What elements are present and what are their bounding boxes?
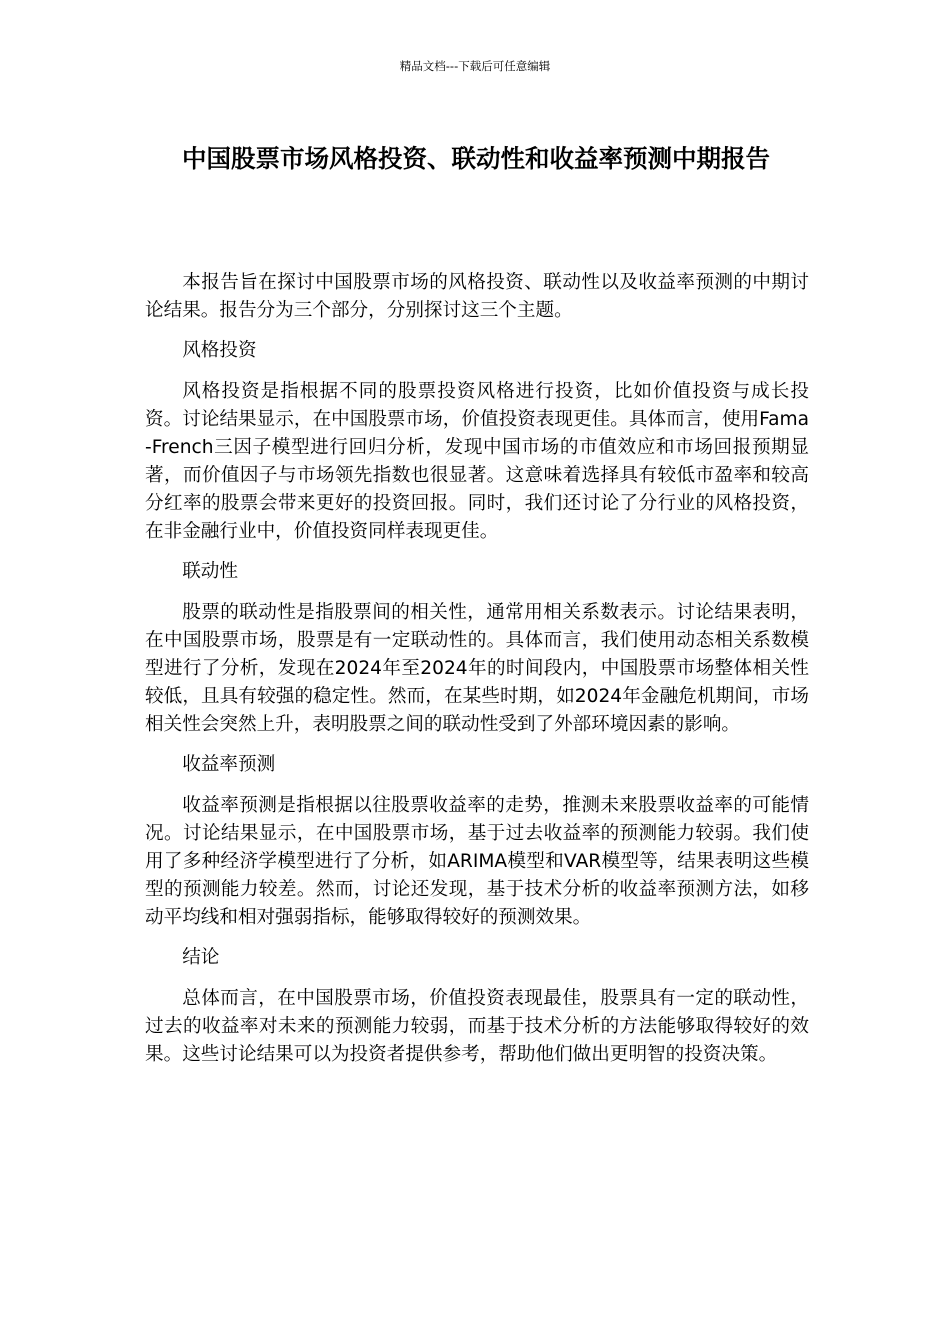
section-heading-return-forecast: 收益率预测 bbox=[182, 754, 276, 775]
document-body bbox=[145, 269, 809, 1081]
document-title: 中国股票市场风格投资、联动性和收益率预测中期报告 bbox=[182, 144, 770, 173]
section-heading-conclusion: 结论 bbox=[182, 947, 220, 968]
section-paragraph-return-forecast: 收益率预测是指根据以往股票收益率的走势，推测未来股票收益率的可能情况。讨论结果显示，在中国股票市场，基于过去收益率的预测能力较弱。我们使用了多种经济学模型进行了分析，如ARIMA模型和VAR模型等，结果表明这些模型的预测能力较差。然而，讨论还发现，基于技术分析的收益率预测方法，如移动平均线和相对强弱指标，能够取得较好的预测效果。 bbox=[145, 795, 809, 928]
section-heading-comovement: 联动性 bbox=[182, 561, 238, 582]
section-paragraph-comovement: 股票的联动性是指股票间的相关性，通常用相关系数表示。讨论结果表明，在中国股票市场，股票是有一定联动性的。具体而言，我们使用动态相关系数模型进行了分析，发现在2024年至2024年的时间段内，中国股票市场整体相关性较低，且具有较强的稳定性。然而，在某些时期，如2024年金融危机期间，市场相关性会突然上升，表明股票之间的联动性受到了外部环境因素的影响。 bbox=[145, 602, 809, 735]
section-paragraph-conclusion: 总体而言，在中国股票市场，价值投资表现最佳，股票具有一定的联动性，过去的收益率对未来的预测能力较弱，而基于技术分析的方法能够取得较好的效果。这些讨论结果可以为投资者提供参考，帮助他们做出更明智的投资决策。 bbox=[145, 988, 809, 1065]
section-heading-style-investing: 风格投资 bbox=[182, 340, 257, 361]
section-paragraph-style-investing: 风格投资是指根据不同的股票投资风格进行投资，比如价值投资与成长投资。讨论结果显示，在中国股票市场，价值投资表现更佳。具体而言，使用Fama-French三因子模型进行回归分析，发现中国市场的市值效应和市场回报预期显著，而价值因子与市场领先指数也很显著。这意味着选择具有较低市盈率和较高分红率的股票会带来更好的投资回报。同时，我们还讨论了分行业的风格投资，在非金融行业中，价值投资同样表现更佳。 bbox=[145, 381, 809, 542]
intro-paragraph: 本报告旨在探讨中国股票市场的风格投资、联动性以及收益率预测的中期讨论结果。报告分为三个部分，分别探讨这三个主题。 bbox=[145, 272, 809, 321]
header-note: 精品文档---下载后可任意编辑 bbox=[399, 59, 551, 73]
